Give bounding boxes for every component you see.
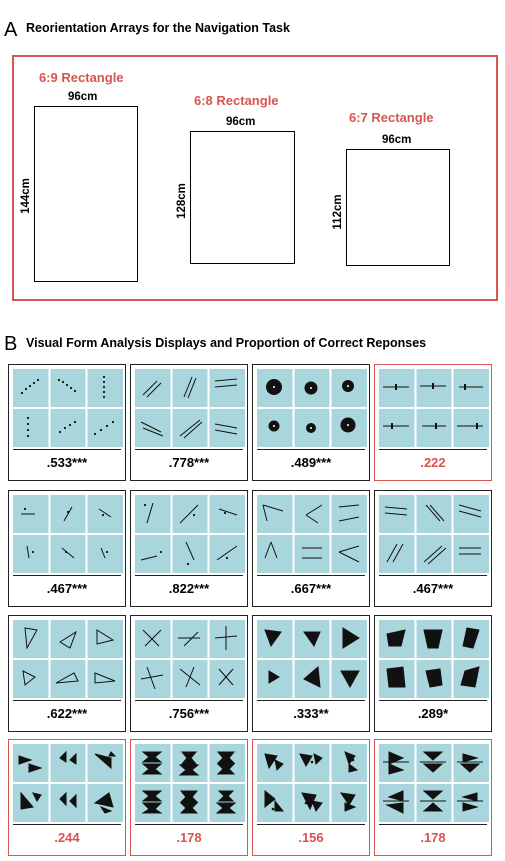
rect-6-8-arena xyxy=(190,131,295,264)
rect-6-8-height: 128cm xyxy=(176,183,188,219)
form-display-card xyxy=(130,364,248,481)
rect-6-9-height: 144cm xyxy=(20,178,32,214)
form-display-card xyxy=(130,739,248,856)
proportion-correct-label: .489*** xyxy=(290,455,332,470)
form-display-stimulus xyxy=(379,495,489,573)
form-display-card xyxy=(374,739,492,856)
form-display-card xyxy=(130,615,248,732)
form-display-stimulus xyxy=(257,495,367,573)
form-display-stimulus xyxy=(135,495,245,573)
form-display-card xyxy=(8,615,126,732)
form-display-card xyxy=(8,364,126,481)
proportion-correct-label: .289* xyxy=(417,706,449,721)
form-display-stimulus xyxy=(257,744,367,822)
proportion-correct-label: .178 xyxy=(176,830,202,845)
rect-6-7-width: 96cm xyxy=(382,134,412,146)
form-display-stimulus xyxy=(13,369,123,447)
proportion-correct-label: .156 xyxy=(298,830,324,845)
rect-6-9-label: 6:9 Rectangle xyxy=(39,70,124,85)
proportion-correct-label: .622*** xyxy=(46,706,88,721)
form-display-stimulus xyxy=(135,369,245,447)
form-display-stimulus xyxy=(135,744,245,822)
form-display-stimulus xyxy=(379,369,489,447)
panel-a-title: Reorientation Arrays for the Navigation Task xyxy=(26,21,290,35)
proportion-correct-label: .756*** xyxy=(168,706,210,721)
form-display-card xyxy=(8,739,126,856)
proportion-correct-label: .533*** xyxy=(46,455,88,470)
panel-b-title: Visual Form Analysis Displays and Proportion of Correct Reponses xyxy=(26,336,427,350)
form-display-stimulus xyxy=(13,744,123,822)
form-display-card xyxy=(374,364,492,481)
rect-6-9-arena xyxy=(34,106,138,282)
form-display-stimulus xyxy=(13,495,123,573)
form-display-card xyxy=(374,615,492,732)
form-display-card xyxy=(374,490,492,607)
form-display-stimulus xyxy=(135,620,245,698)
form-display-card xyxy=(130,490,248,607)
proportion-correct-label: .467*** xyxy=(412,581,454,596)
proportion-correct-label: .178 xyxy=(420,830,446,845)
rect-6-9-width: 96cm xyxy=(68,91,98,103)
form-display-card xyxy=(8,490,126,607)
proportion-correct-label: .244 xyxy=(54,830,80,845)
form-display-stimulus xyxy=(257,369,367,447)
proportion-correct-label: .667*** xyxy=(290,581,332,596)
form-display-stimulus xyxy=(379,620,489,698)
panel-b-letter: B xyxy=(4,333,18,355)
proportion-correct-label: .467*** xyxy=(46,581,88,596)
form-display-stimulus xyxy=(13,620,123,698)
form-display-card xyxy=(252,739,370,856)
proportion-correct-label: .822*** xyxy=(168,581,210,596)
form-display-card xyxy=(252,364,370,481)
rect-6-8-width: 96cm xyxy=(226,116,256,128)
rect-6-7-height: 112cm xyxy=(332,194,344,230)
form-display-stimulus xyxy=(257,620,367,698)
proportion-correct-label: .333** xyxy=(293,706,329,721)
rect-6-7-arena xyxy=(346,149,450,266)
form-display-card xyxy=(252,615,370,732)
rect-6-7-label: 6:7 Rectangle xyxy=(349,110,434,125)
form-display-stimulus xyxy=(379,744,489,822)
proportion-correct-label: .778*** xyxy=(168,455,210,470)
rect-6-8-label: 6:8 Rectangle xyxy=(194,93,279,108)
panel-a-letter: A xyxy=(4,19,18,41)
form-display-card xyxy=(252,490,370,607)
proportion-correct-label: .222 xyxy=(420,455,446,470)
